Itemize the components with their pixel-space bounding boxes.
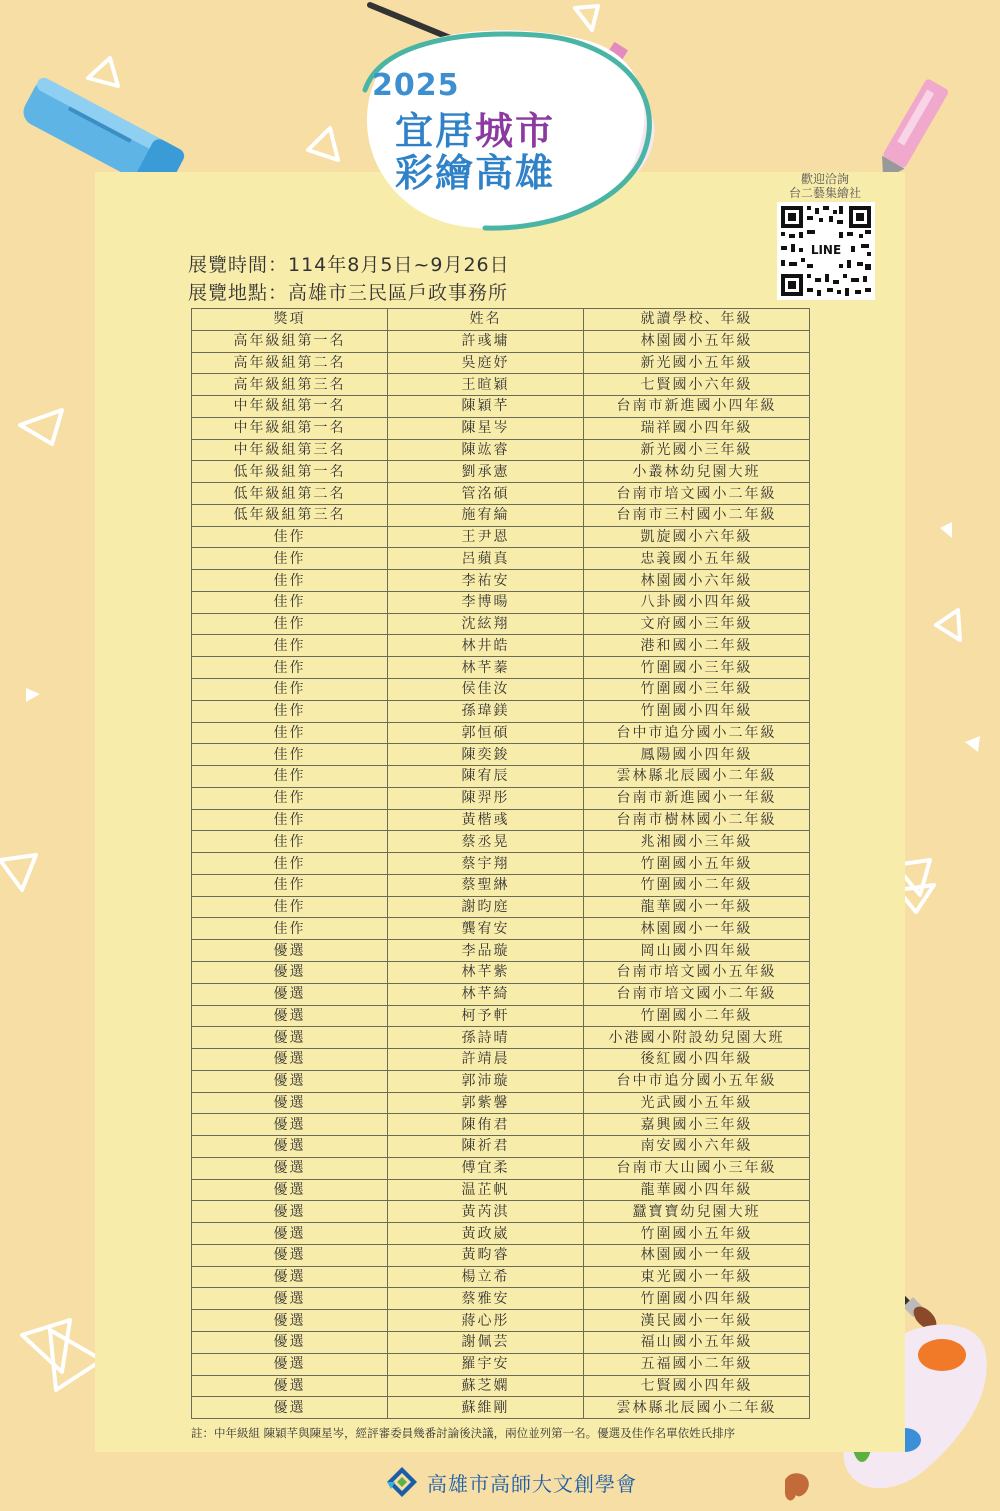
cell-school: 竹圍國小三年級 <box>584 657 810 679</box>
cell-name: 陳羿彤 <box>388 787 584 809</box>
cell-school: 蠶寶寶幼兒園大班 <box>584 1201 810 1223</box>
cell-school: 台中市追分國小二年級 <box>584 722 810 744</box>
table-row <box>192 1201 810 1223</box>
qr-caption-line1: 歡迎洽詢 <box>800 172 849 186</box>
cell-school: 台南市三村國小二年級 <box>584 504 810 526</box>
table-header-row <box>192 309 810 331</box>
cell-award: 優選 <box>192 1092 388 1114</box>
header-school: 就讀學校、年級 <box>584 309 810 331</box>
table-row <box>192 591 810 613</box>
cell-school: 雲林縣北辰國小二年級 <box>584 766 810 788</box>
cell-name: 許彧墉 <box>388 330 584 352</box>
cell-name: 林芊蓁 <box>388 657 584 679</box>
cell-award: 佳作 <box>192 591 388 613</box>
cell-school: 新光國小五年級 <box>584 352 810 374</box>
cell-school: 鳳陽國小四年級 <box>584 744 810 766</box>
cell-name: 許靖晨 <box>388 1049 584 1071</box>
cell-name: 吳庭妤 <box>388 352 584 374</box>
cell-award: 優選 <box>192 1136 388 1158</box>
poster-title-line2: 彩繪高雄 <box>395 151 556 195</box>
cell-school: 竹圍國小四年級 <box>584 700 810 722</box>
cell-school: 東光國小一年級 <box>584 1266 810 1288</box>
cell-school: 龍華國小四年級 <box>584 1179 810 1201</box>
cell-award: 優選 <box>192 1114 388 1136</box>
cell-award: 優選 <box>192 1223 388 1245</box>
cell-name: 黃楷彧 <box>388 809 584 831</box>
cell-award: 優選 <box>192 1266 388 1288</box>
table-row <box>192 635 810 657</box>
cell-school: 林園國小一年級 <box>584 1244 810 1266</box>
cell-school: 竹圍國小五年級 <box>584 853 810 875</box>
cell-award: 佳作 <box>192 918 388 940</box>
cell-name: 陳穎芊 <box>388 396 584 418</box>
table-row <box>192 1223 810 1245</box>
cell-school: 漢民國小一年級 <box>584 1310 810 1332</box>
cell-award: 中年級組第三名 <box>192 439 388 461</box>
cell-school: 七賢國小四年級 <box>584 1375 810 1397</box>
cell-name: 温芷帆 <box>388 1179 584 1201</box>
table-row <box>192 700 810 722</box>
cell-award: 低年級組第二名 <box>192 483 388 505</box>
cell-award: 中年級組第一名 <box>192 417 388 439</box>
cell-name: 陳宥辰 <box>388 766 584 788</box>
header-award: 獎項 <box>192 309 388 331</box>
cell-school: 竹圍國小三年級 <box>584 679 810 701</box>
table-row <box>192 352 810 374</box>
table-row <box>192 766 810 788</box>
organization-logo-icon <box>385 1465 419 1499</box>
cell-school: 凱旋國小六年級 <box>584 526 810 548</box>
cell-school: 光武國小五年級 <box>584 1092 810 1114</box>
table-row <box>192 548 810 570</box>
cell-award: 佳作 <box>192 657 388 679</box>
cell-name: 陳祈君 <box>388 1136 584 1158</box>
cell-name: 王暄穎 <box>388 374 584 396</box>
table-row <box>192 1092 810 1114</box>
table-row <box>192 1027 810 1049</box>
cell-award: 優選 <box>192 1353 388 1375</box>
cell-name: 孫瑋鎂 <box>388 700 584 722</box>
cell-award: 優選 <box>192 1027 388 1049</box>
table-row <box>192 918 810 940</box>
cell-award: 佳作 <box>192 700 388 722</box>
cell-award: 優選 <box>192 1201 388 1223</box>
table-row <box>192 330 810 352</box>
cell-award: 優選 <box>192 983 388 1005</box>
table-row <box>192 744 810 766</box>
cell-school: 小港國小附設幼兒園大班 <box>584 1027 810 1049</box>
cell-name: 傅宜柔 <box>388 1157 584 1179</box>
cell-award: 佳作 <box>192 679 388 701</box>
table-row <box>192 1331 810 1353</box>
cell-award: 優選 <box>192 940 388 962</box>
cell-name: 黃畇睿 <box>388 1244 584 1266</box>
cell-school: 竹圍國小二年級 <box>584 874 810 896</box>
cell-school: 小叢林幼兒園大班 <box>584 461 810 483</box>
cell-name: 楊立希 <box>388 1266 584 1288</box>
exhibition-time: 展覽時間：114年8月5日~9月26日 <box>188 254 510 276</box>
cell-school: 林園國小一年級 <box>584 918 810 940</box>
table-row <box>192 874 810 896</box>
cell-name: 龔宥安 <box>388 918 584 940</box>
cell-school: 兆湘國小三年級 <box>584 831 810 853</box>
paint-splash-icon <box>785 1473 809 1500</box>
cell-award: 低年級組第三名 <box>192 504 388 526</box>
results-table <box>191 308 810 1419</box>
cell-school: 林園國小五年級 <box>584 330 810 352</box>
cell-school: 五福國小二年級 <box>584 1353 810 1375</box>
cell-school: 八卦國小四年級 <box>584 591 810 613</box>
table-row <box>192 1179 810 1201</box>
table-row <box>192 1244 810 1266</box>
cell-school: 台南市新進國小一年級 <box>584 787 810 809</box>
header-name: 姓名 <box>388 309 584 331</box>
table-row <box>192 504 810 526</box>
table-row <box>192 439 810 461</box>
cell-name: 謝昀庭 <box>388 896 584 918</box>
cell-name: 蔡丞晃 <box>388 831 584 853</box>
table-row <box>192 613 810 635</box>
qr-caption <box>760 172 890 200</box>
table-row <box>192 1136 810 1158</box>
cell-award: 佳作 <box>192 526 388 548</box>
cell-school: 後紅國小四年級 <box>584 1049 810 1071</box>
table-row <box>192 1049 810 1071</box>
cell-name: 蔡雅安 <box>388 1288 584 1310</box>
poster-title-line1-a: 宜居 <box>395 109 476 153</box>
cell-award: 高年級組第二名 <box>192 352 388 374</box>
cell-award: 佳作 <box>192 896 388 918</box>
cell-award: 優選 <box>192 1310 388 1332</box>
table-row <box>192 1070 810 1092</box>
table-row <box>192 961 810 983</box>
cell-award: 高年級組第三名 <box>192 374 388 396</box>
cell-award: 佳作 <box>192 613 388 635</box>
cell-name: 郭沛璇 <box>388 1070 584 1092</box>
footer <box>385 1465 637 1499</box>
qr-caption-line2: 台二藝集繪社 <box>788 186 861 200</box>
table-row <box>192 1288 810 1310</box>
cell-name: 黃芮淇 <box>388 1201 584 1223</box>
cell-name: 蔡聖綝 <box>388 874 584 896</box>
cell-name: 劉承憲 <box>388 461 584 483</box>
cell-name: 黃政崴 <box>388 1223 584 1245</box>
cell-award: 高年級組第一名 <box>192 330 388 352</box>
cell-name: 李博暘 <box>388 591 584 613</box>
table-row <box>192 570 810 592</box>
cell-name: 林井皓 <box>388 635 584 657</box>
footnote: 註：中年級組 陳穎芊與陳星岑，經評審委員幾番討論後決議，兩位並列第一名。優選及佳作名單依姓氏排序 <box>191 1426 736 1440</box>
cell-award: 優選 <box>192 1179 388 1201</box>
cell-name: 陳竑睿 <box>388 439 584 461</box>
cell-name: 蘇芝嫻 <box>388 1375 584 1397</box>
table-row <box>192 896 810 918</box>
cell-name: 陳侑君 <box>388 1114 584 1136</box>
table-row <box>192 853 810 875</box>
cell-award: 佳作 <box>192 766 388 788</box>
cell-award: 佳作 <box>192 635 388 657</box>
cell-name: 蔣心彤 <box>388 1310 584 1332</box>
cell-school: 瑞祥國小四年級 <box>584 417 810 439</box>
cell-name: 郭紫馨 <box>388 1092 584 1114</box>
cell-award: 優選 <box>192 961 388 983</box>
cell-name: 孫詩晴 <box>388 1027 584 1049</box>
table-row <box>192 417 810 439</box>
cell-school: 台南市新進國小四年級 <box>584 396 810 418</box>
cell-school: 竹圍國小二年級 <box>584 1005 810 1027</box>
cell-school: 雲林縣北辰國小二年級 <box>584 1397 810 1419</box>
cell-school: 岡山國小四年級 <box>584 940 810 962</box>
cell-school: 港和國小二年級 <box>584 635 810 657</box>
table-row <box>192 809 810 831</box>
cell-name: 郭恒碩 <box>388 722 584 744</box>
cell-school: 台南市培文國小五年級 <box>584 961 810 983</box>
cell-school: 忠義國小五年級 <box>584 548 810 570</box>
cell-award: 優選 <box>192 1005 388 1027</box>
cell-award: 佳作 <box>192 831 388 853</box>
cell-school: 台南市大山國小三年級 <box>584 1157 810 1179</box>
cell-award: 優選 <box>192 1331 388 1353</box>
cell-name: 李祐安 <box>388 570 584 592</box>
table-row <box>192 483 810 505</box>
table-row <box>192 396 810 418</box>
table-row <box>192 983 810 1005</box>
table-row <box>192 1157 810 1179</box>
table-row <box>192 1266 810 1288</box>
cell-name: 柯予軒 <box>388 1005 584 1027</box>
cell-name: 陳星岑 <box>388 417 584 439</box>
table-row <box>192 940 810 962</box>
table-row <box>192 679 810 701</box>
cell-name: 林芊綺 <box>388 983 584 1005</box>
table-row <box>192 526 810 548</box>
table-row <box>192 1353 810 1375</box>
cell-award: 佳作 <box>192 722 388 744</box>
cell-name: 蔡宇翔 <box>388 853 584 875</box>
cell-school: 竹圍國小四年級 <box>584 1288 810 1310</box>
poster-year: 2025 <box>372 68 460 103</box>
cell-school: 文府國小三年級 <box>584 613 810 635</box>
cell-school: 南安國小六年級 <box>584 1136 810 1158</box>
cell-award: 優選 <box>192 1375 388 1397</box>
cell-school: 台中市追分國小五年級 <box>584 1070 810 1092</box>
cell-award: 低年級組第一名 <box>192 461 388 483</box>
qr-center-label: LINE <box>810 243 842 257</box>
cell-name: 謝佩芸 <box>388 1331 584 1353</box>
cell-school: 新光國小三年級 <box>584 439 810 461</box>
cell-award: 優選 <box>192 1157 388 1179</box>
cell-name: 管洺碩 <box>388 483 584 505</box>
table-row <box>192 1375 810 1397</box>
cell-name: 呂蘋真 <box>388 548 584 570</box>
cell-award: 優選 <box>192 1070 388 1092</box>
cell-school: 竹圍國小五年級 <box>584 1223 810 1245</box>
cell-award: 優選 <box>192 1288 388 1310</box>
table-row <box>192 657 810 679</box>
cell-award: 佳作 <box>192 853 388 875</box>
cell-name: 李品璇 <box>388 940 584 962</box>
organization-name: 高雄市高師大文創學會 <box>427 1471 637 1496</box>
cell-school: 台南市培文國小二年級 <box>584 983 810 1005</box>
cell-award: 佳作 <box>192 570 388 592</box>
cell-school: 台南市培文國小二年級 <box>584 483 810 505</box>
cell-name: 林芊紫 <box>388 961 584 983</box>
exhibition-place: 展覽地點：高雄市三民區戶政事務所 <box>188 282 509 304</box>
table-row <box>192 461 810 483</box>
table-row <box>192 374 810 396</box>
marker-icon <box>872 78 950 186</box>
cell-name: 施宥綸 <box>388 504 584 526</box>
table-row <box>192 831 810 853</box>
cell-school: 龍華國小一年級 <box>584 896 810 918</box>
cell-school: 林園國小六年級 <box>584 570 810 592</box>
cell-school: 台南市樹林國小二年級 <box>584 809 810 831</box>
table-row <box>192 1397 810 1419</box>
cell-school: 嘉興國小三年級 <box>584 1114 810 1136</box>
table-row <box>192 722 810 744</box>
cell-school: 七賢國小六年級 <box>584 374 810 396</box>
cell-award: 優選 <box>192 1397 388 1419</box>
cell-award: 中年級組第一名 <box>192 396 388 418</box>
cell-award: 佳作 <box>192 744 388 766</box>
cell-name: 羅宇安 <box>388 1353 584 1375</box>
cell-name: 沈絃翔 <box>388 613 584 635</box>
cell-award: 佳作 <box>192 787 388 809</box>
table-row <box>192 1114 810 1136</box>
poster-title-line1-b: 城市 <box>475 109 556 153</box>
cell-award: 優選 <box>192 1049 388 1071</box>
cell-award: 佳作 <box>192 809 388 831</box>
table-row <box>192 1005 810 1027</box>
cell-name: 侯佳汝 <box>388 679 584 701</box>
cell-school: 福山國小五年級 <box>584 1331 810 1353</box>
cell-name: 蘇維剛 <box>388 1397 584 1419</box>
cell-name: 王尹恩 <box>388 526 584 548</box>
cell-award: 佳作 <box>192 548 388 570</box>
cell-award: 佳作 <box>192 874 388 896</box>
cell-award: 優選 <box>192 1244 388 1266</box>
table-row <box>192 1310 810 1332</box>
cell-name: 陳奕鋑 <box>388 744 584 766</box>
table-row <box>192 787 810 809</box>
